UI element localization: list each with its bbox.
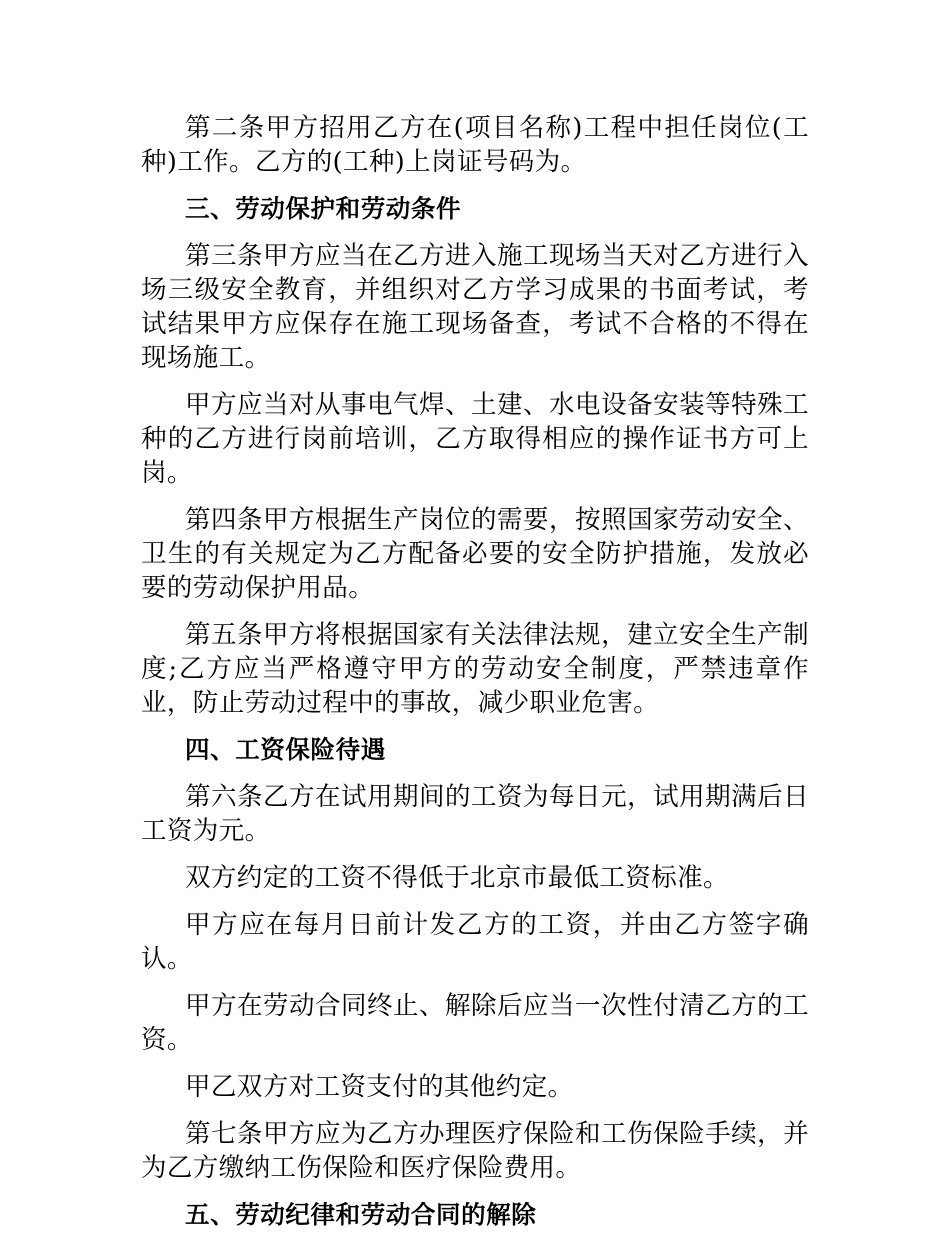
section-5-heading: 五、劳动纪律和劳动合同的解除 [185,1200,537,1229]
payday-paragraph: 甲方应在每月日前计发乙方的工资，并由乙方签字确认。 [141,910,809,974]
minimum-wage-paragraph: 双方约定的工资不得低于北京市最低工资标准。 [185,863,729,893]
clause-2-paragraph: 第二条甲方招用乙方在(项目名称)工程中担任岗位(工种)工作。乙方的(工种)上岗证号码为。 [141,113,809,177]
document-body [141,111,809,1245]
special-training-paragraph: 甲方应当对从事电气焊、土建、水电设备安装等特殊工种的乙方进行岗前培训，乙方取得相应的操作证书方可上岗。 [141,390,809,488]
clause-4-paragraph: 第四条甲方根据生产岗位的需要，按照国家劳动安全、卫生的有关规定为乙方配备必要的安全防护措施，发放必要的劳动保护用品。 [141,505,809,603]
section-4-heading: 四、工资保险待遇 [185,735,386,764]
clause-5-paragraph: 第五条甲方将根据国家有关法律法规，建立安全生产制度;乙方应当严格遵守甲方的劳动安全制度，严禁违章作业，防止劳动过程中的事故，减少职业危害。 [141,620,809,718]
clause-3-paragraph: 第三条甲方应当在乙方进入施工现场当天对乙方进行入场三级安全教育，并组织对乙方学习成果的书面考试，考试结果甲方应保存在施工现场备查，考试不合格的不得在现场施工。 [141,241,809,373]
clause-7-paragraph: 第七条甲方应为乙方办理医疗保险和工伤保险手续，并为乙方缴纳工伤保险和医疗保险费用。 [141,1119,809,1183]
clause-6-paragraph: 第六条乙方在试用期间的工资为每日元，试用期满后日工资为元。 [141,782,809,846]
final-pay-paragraph: 甲方在劳动合同终止、解除后应当一次性付清乙方的工资。 [141,991,809,1055]
other-wage-terms-paragraph: 甲乙双方对工资支付的其他约定。 [185,1072,574,1102]
section-3-heading: 三、劳动保护和劳动条件 [185,194,462,223]
